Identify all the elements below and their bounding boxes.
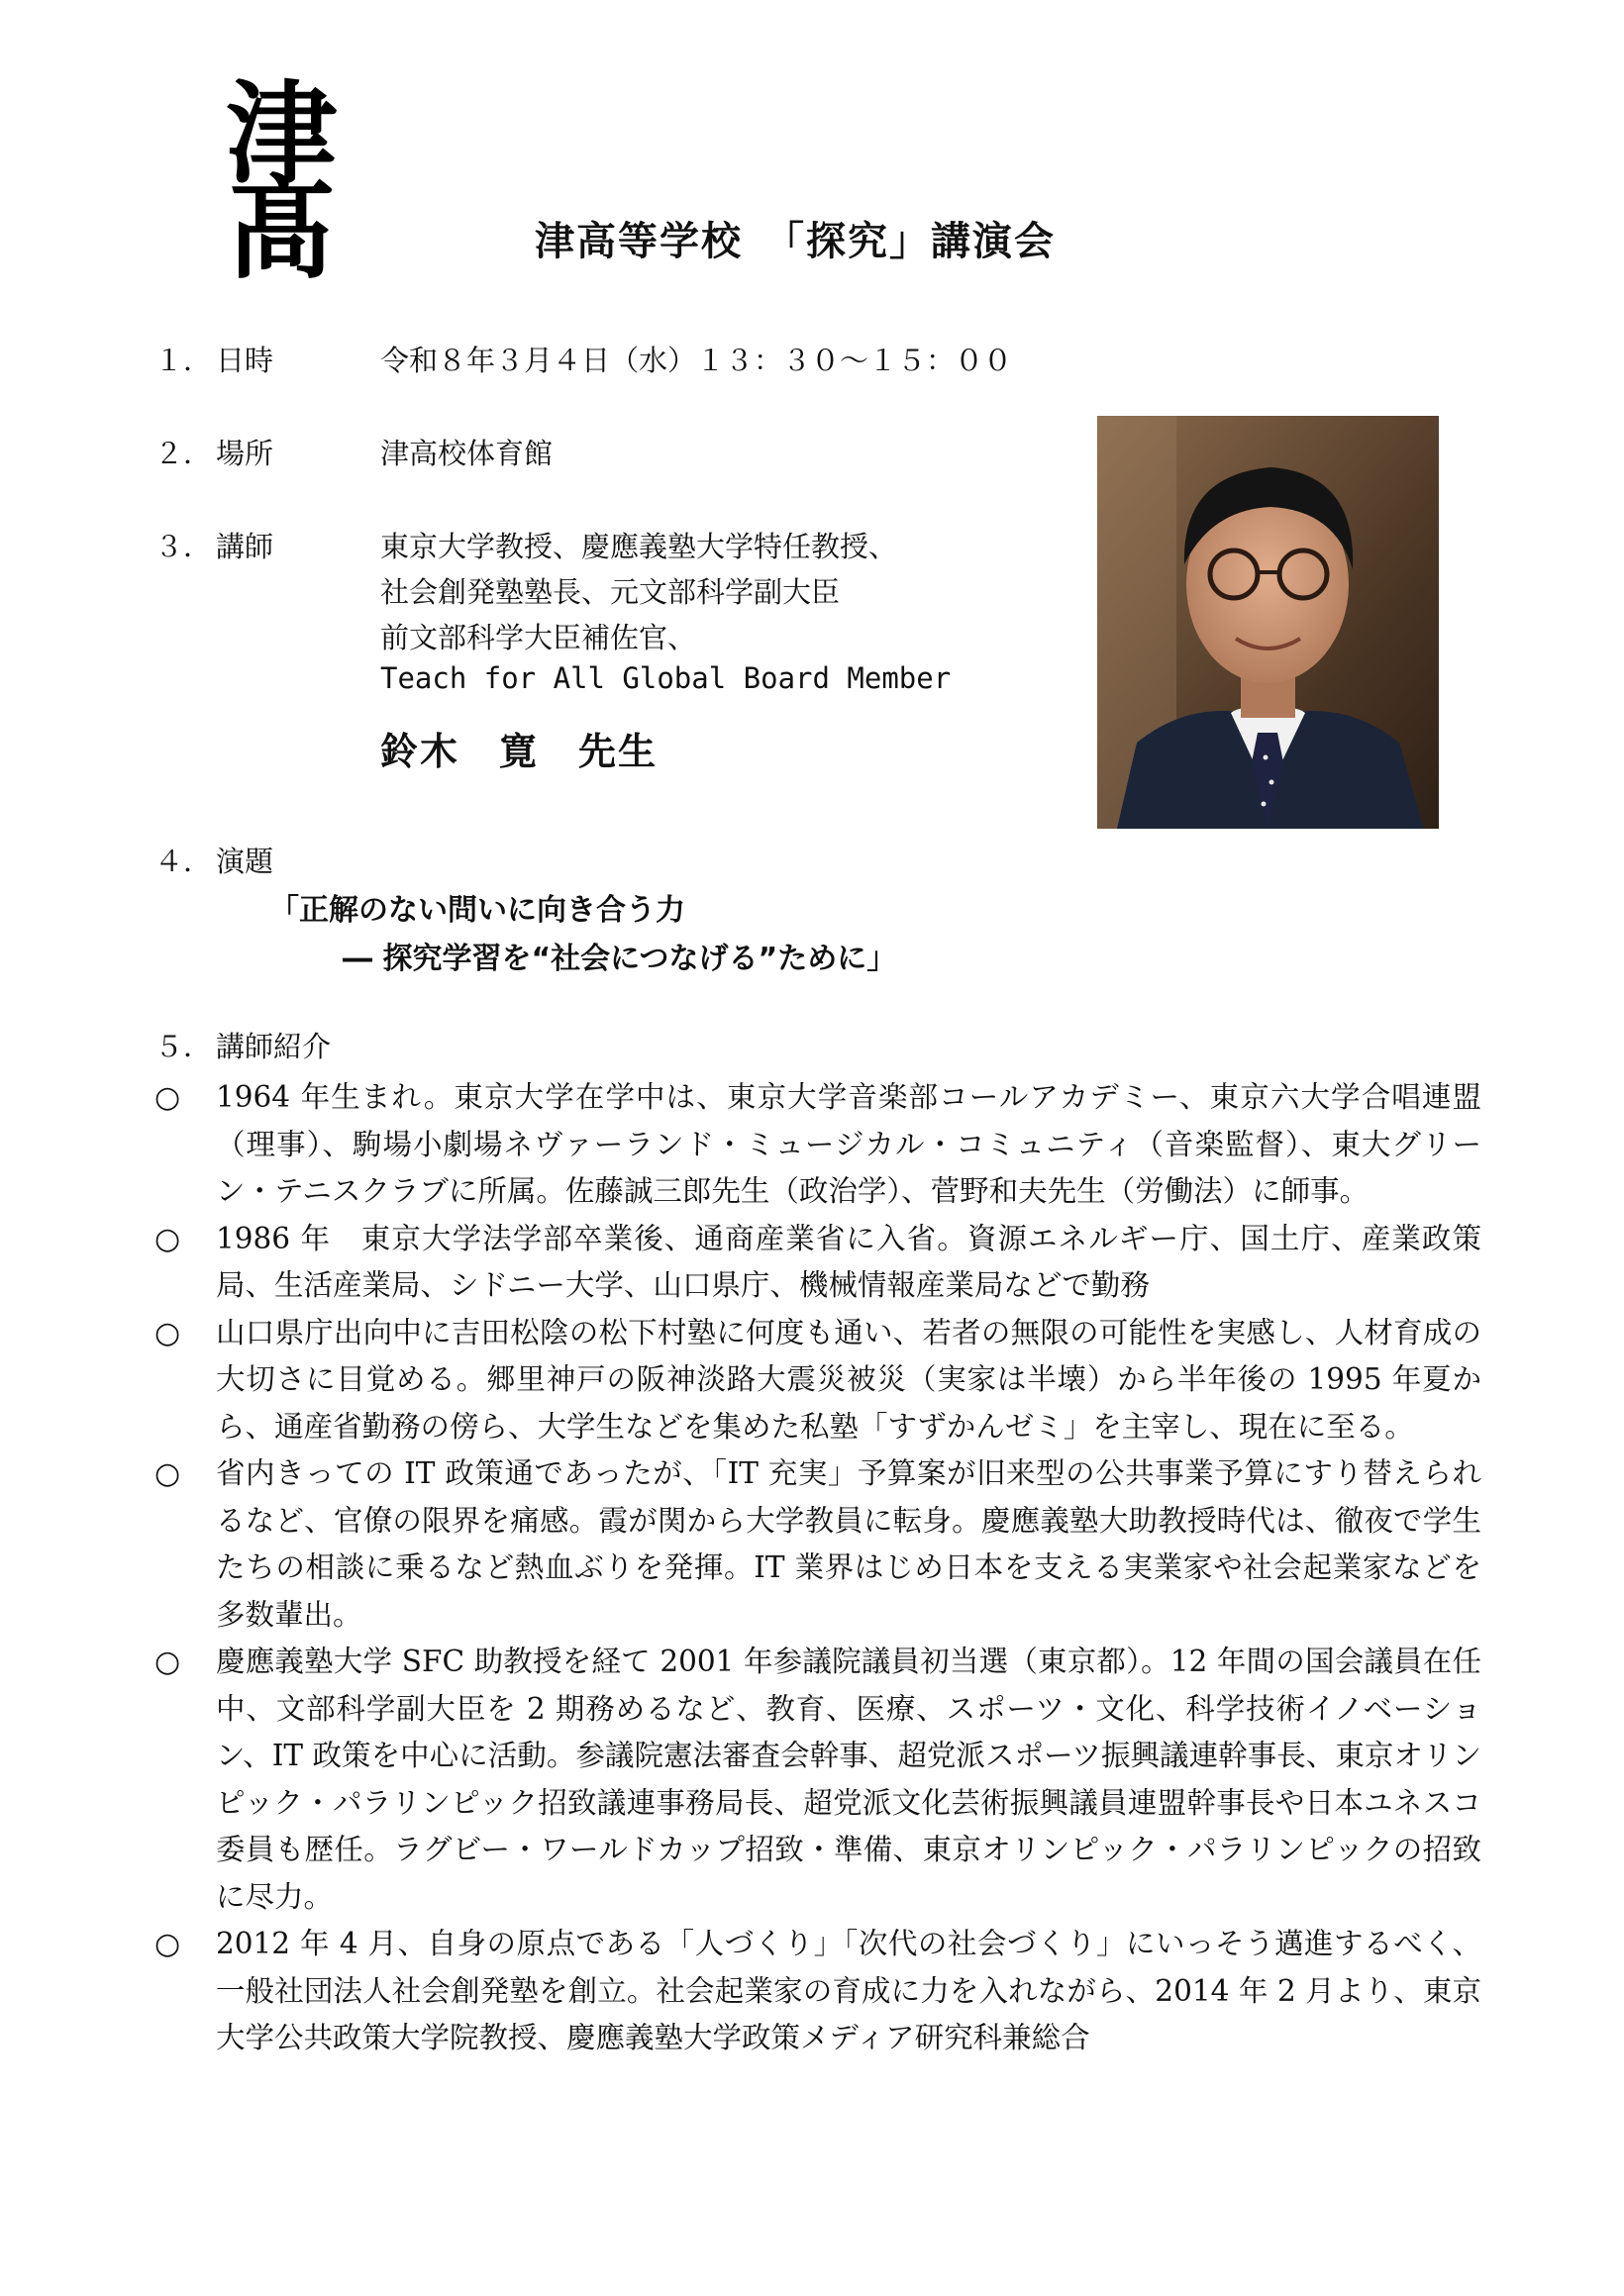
circle-bullet-icon: ○ <box>154 1927 181 1961</box>
circle-bullet-icon: ○ <box>154 1080 181 1115</box>
circle-bullet-icon: ○ <box>154 1221 181 1256</box>
circle-bullet-icon: ○ <box>154 1315 181 1350</box>
section-place <box>154 432 379 472</box>
theme-line-2: ― 探究学習を“社会につなげる”ために」 <box>343 942 897 976</box>
lecturer-title-line: 社会創発塾塾長、元文部科学副大臣 <box>380 575 841 609</box>
section-label: 場所 <box>216 437 274 470</box>
bio-text: 2012 年 4 月、自身の原点である「人づくり」「次代の社会づくり」にいっそう邁進するべく、一般社団法人社会創発塾を創立。社会起業家の育成に力を入れながら、2014 年 2 月より、東京大学公共政策大学院教授、慶應義塾大学政策メディア研究科兼総合 <box>216 1927 1481 2054</box>
section-number: ２． <box>154 437 213 470</box>
circle-bullet-icon: ○ <box>154 1456 181 1491</box>
bio-text: 省内きっての IT 政策通であったが、「IT 充実」予算案が旧来型の公共事業予算にすり替えられるなど、官僚の限界を痛感。霞が関から大学教員に転身。慶應義塾大助教授時代は、徹夜で学生たちの相談に乗るなど熱血ぶりを発揮。IT 業界はじめ日本を支える実業家や社会起業家などを多数輩出。 <box>216 1456 1481 1632</box>
section-lecturer <box>154 525 379 565</box>
list-item <box>154 1921 1481 2062</box>
section-number: ５． <box>154 1030 213 1063</box>
date-value: 令和８年３月４日（水）１３：３０～１５：００ <box>380 344 1013 377</box>
section-label: 講師紹介 <box>216 1030 332 1063</box>
section-label: 演題 <box>216 845 274 878</box>
lecturer-title-line: Teach for All Global Board Member <box>380 661 952 695</box>
section-bio <box>154 1025 331 1065</box>
logo-char-1: 津 <box>226 70 333 199</box>
list-item <box>154 1450 1481 1639</box>
lecturer-title-line: 東京大学教授、慶應義塾大学特任教授、 <box>380 530 898 563</box>
circle-bullet-icon: ○ <box>154 1645 181 1679</box>
bio-text: 慶應義塾大学 SFC 助教授を経て 2001 年参議院議員初当選（東京都）。12 年間の国会議員在任中、文部科学副大臣を 2 期務めるなど、教育、医療、スポーツ・文化、科学技術イノベーション、IT 政策を中心に活動。参議院憲法審査会幹事、超党派スポーツ振興議連幹事長、東京オリンピック・パラリンピック招致議連事務局長、超党派文化芸術振興議員連盟幹事長や日本ユネスコ委員も歴任。ラグビー・ワールドカップ招致・準備、東京オリンピック・パラリンピックの招致に尽力。 <box>216 1645 1482 1914</box>
list-item <box>154 1310 1481 1451</box>
section-number: ４． <box>154 845 213 878</box>
bio-text: 山口県庁出向中に吉田松陰の松下村塾に何度も通い、若者の無限の可能性を実感し、人材育成の大切さに目覚める。郷里神戸の阪神淡路大震災被災（実家は半壊）から半年後の 1995 年夏から、通産省勤務の傍ら、大学生などを集めた私塾「すずかんゼミ」を主宰し、現在に至る。 <box>216 1315 1481 1444</box>
section-date <box>154 339 379 379</box>
theme-line-1: 「正解のない問いに向き合う力 <box>269 893 685 928</box>
section-number: １． <box>154 344 213 377</box>
place-value: 津高校体育館 <box>380 437 554 470</box>
section-theme <box>154 840 273 880</box>
portrait-illustration <box>1097 416 1439 829</box>
section-label: 日時 <box>216 344 274 377</box>
section-label: 講師 <box>216 530 274 563</box>
logo-char-2: 髙 <box>226 165 333 294</box>
list-item <box>154 1216 1481 1310</box>
list-item <box>154 1074 1481 1216</box>
bio-list <box>154 1074 1481 2062</box>
list-item <box>154 1639 1481 1921</box>
portrait-photo <box>1097 416 1439 829</box>
bio-text: 1986 年 東京大学法学部卒業後、通商産業省に入省。資源エネルギー庁、国土庁、産業政策局、生活産業局、シドニー大学、山口県庁、機械情報産業局などで勤務 <box>216 1221 1481 1302</box>
section-number: ３． <box>154 530 213 563</box>
lecturer-title-line: 前文部科学大臣補佐官、 <box>380 621 697 654</box>
school-logo <box>220 70 339 294</box>
page-title: 津高等学校 「探究」講演会 <box>535 219 1056 264</box>
bio-text: 1964 年生まれ。東京大学在学中は、東京大学音楽部コールアカデミー、東京六大学合唱連盟（理事）、駒場小劇場ネヴァーランド・ミュージカル・コミュニティ（音楽監督）、東大グリーン・テニスクラブに所属。佐藤誠三郎先生（政治学）、菅野和夫先生（労働法）に師事。 <box>216 1080 1481 1208</box>
lecturer-name: 鈴木 寛 先生 <box>380 730 659 773</box>
